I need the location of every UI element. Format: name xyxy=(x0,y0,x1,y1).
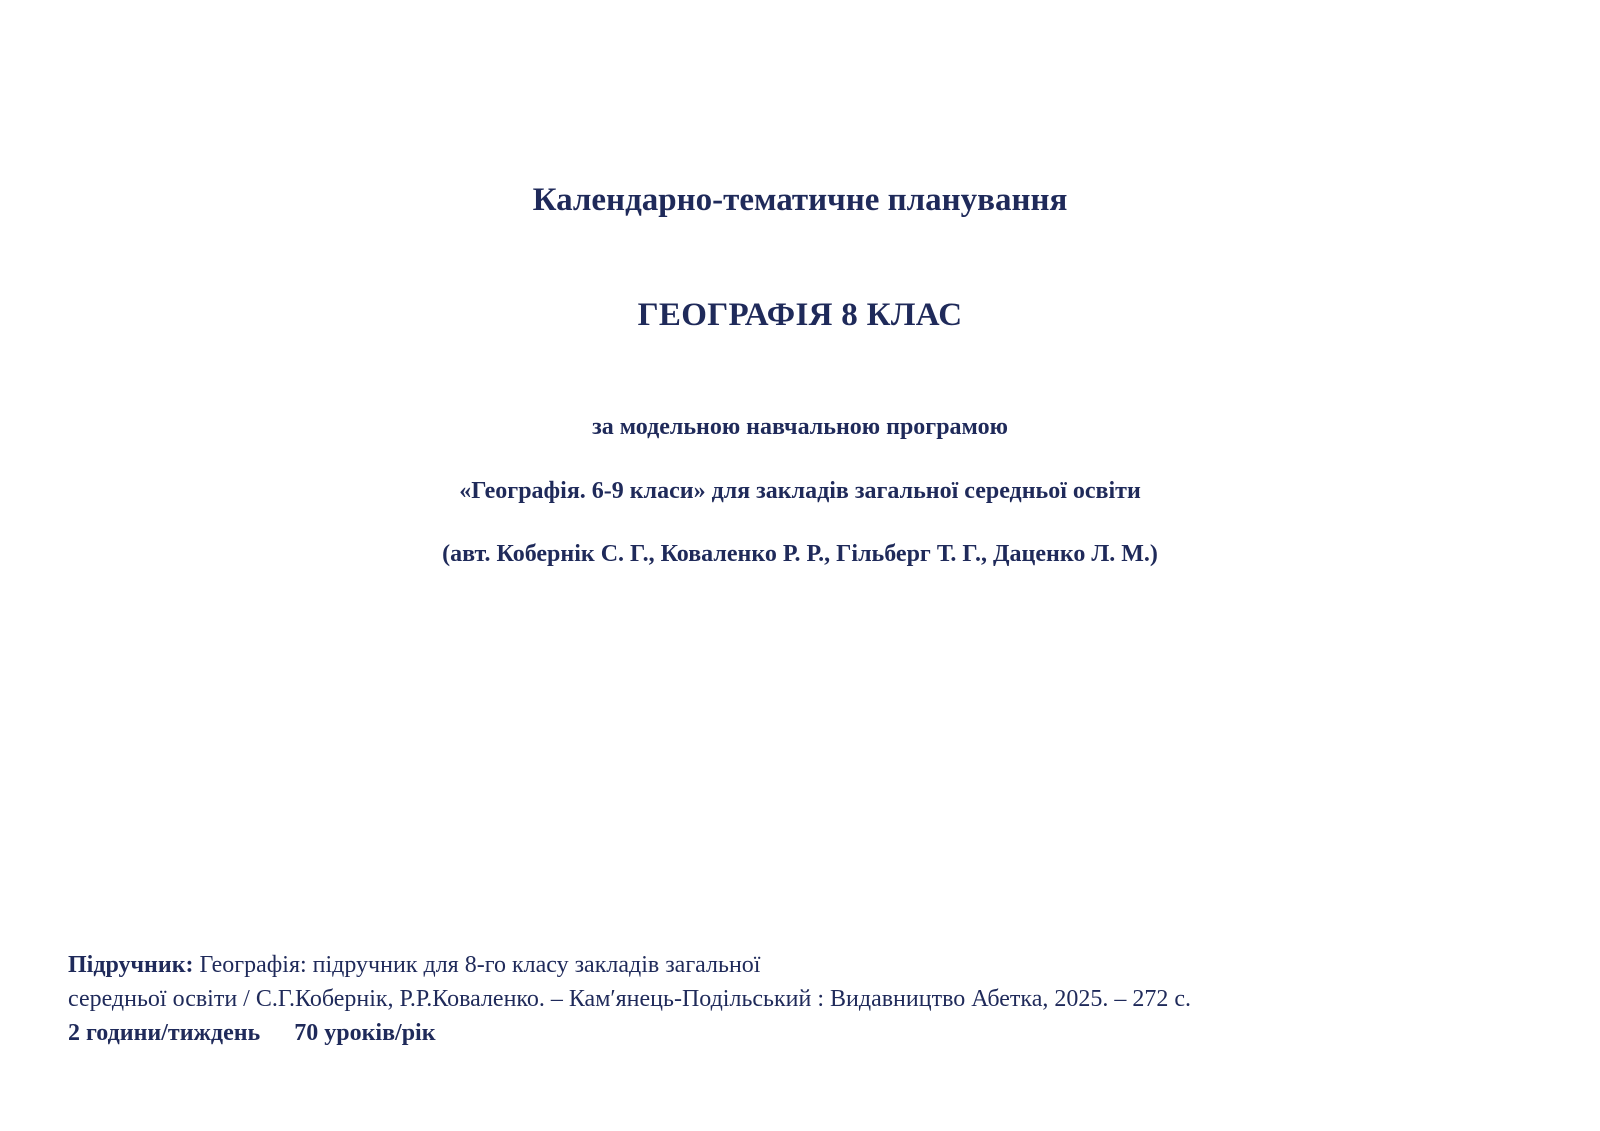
textbook-description: Географія: підручник для 8-го класу закладів загальної xyxy=(193,952,761,978)
program-line-2: «Географія. 6-9 класи» для закладів загальної середньої освіти xyxy=(459,478,1141,504)
schedule-row xyxy=(68,1016,1548,1050)
hours-per-week: 2 години/тиждень xyxy=(68,1020,261,1046)
textbook-citation: середньої освіти / С.Г.Кобернік, Р.Р.Коваленко. – Кам′янець-Подільський : Видавництво Абетка, 2025. – 272 с. xyxy=(68,986,1191,1012)
textbook-info xyxy=(68,948,1548,1050)
lessons-per-year: 70 уроків/рік xyxy=(294,1020,436,1046)
program-line-1: за модельною навчальною програмою xyxy=(592,414,1008,440)
textbook-row-1 xyxy=(68,948,1548,982)
document-title: Календарно-тематичне планування xyxy=(532,182,1068,218)
program-authors: (авт. Кобернік С. Г., Коваленко Р. Р., Гільберг Т. Г., Даценко Л. М.) xyxy=(442,541,1158,567)
textbook-label: Підручник: xyxy=(68,952,194,978)
subject-heading: ГЕОГРАФІЯ 8 КЛАС xyxy=(637,297,963,333)
